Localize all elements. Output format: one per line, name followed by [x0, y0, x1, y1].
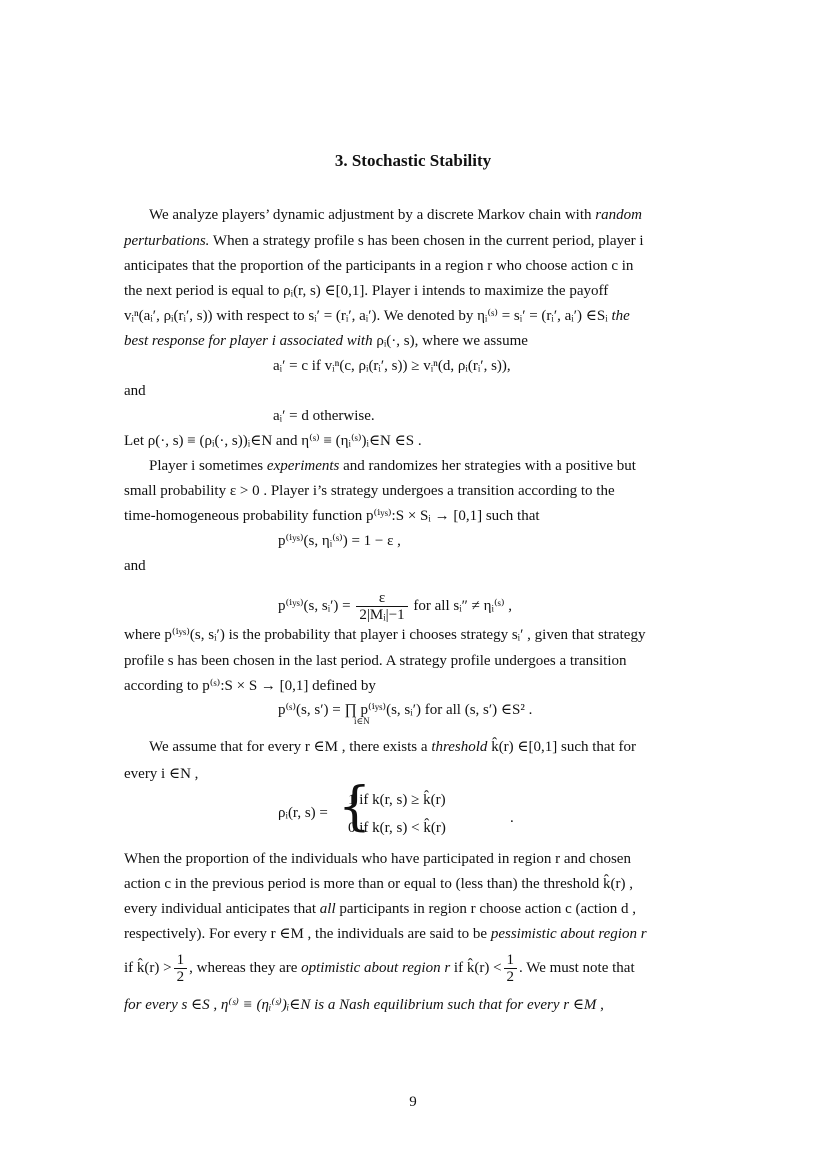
text: participants in region r choose action c (action d , — [335, 901, 636, 917]
p2-line6: according to p⁽ˢ⁾:S × S → [0,1] defined by — [124, 678, 376, 694]
section-title: 3. Stochastic Stability — [334, 151, 492, 170]
text: every individual anticipates that — [124, 901, 320, 917]
p1-line1 — [149, 205, 642, 225]
p1-and: and — [124, 383, 146, 399]
brace: { — [338, 777, 372, 837]
text: and randomizes her strategies with a positive but — [339, 458, 636, 474]
text: We assume that for every r ∈M , there exists a — [149, 739, 432, 755]
equation-rho-case1: 1 if k(r, s) ≥ k̂(r) — [348, 792, 446, 808]
text: . We must note that — [519, 960, 635, 976]
text: , whereas they are — [189, 960, 302, 976]
p2-line2: small probability ε > 0 . Player i’s strategy undergoes a transition according to the — [124, 483, 615, 499]
p3-line2: every i ∈N , — [124, 766, 199, 782]
equation-transition-best: p⁽ⁱʸˢ⁾(s, ηᵢ⁽ˢ⁾) = 1 − ε , — [278, 533, 401, 549]
text: if k̂(r) < — [450, 960, 502, 976]
text-italic: all — [319, 901, 336, 917]
p3-line1 — [149, 737, 636, 757]
product-subscript: i∈N — [354, 716, 370, 726]
p3-line7 — [124, 950, 635, 986]
fraction-denominator: 2 — [506, 969, 515, 986]
text: We analyze players’ dynamic adjustment by a discrete Markov chain with — [149, 207, 596, 223]
text: When a strategy profile s has been chosen in the current period, player i — [209, 233, 644, 249]
text: Player i sometimes — [149, 458, 267, 474]
p2-line3: time-homogeneous probability function p⁽ⁱʸˢ⁾:S × Sᵢ → [0,1] such that — [124, 508, 540, 524]
equation-rho-lhs: ρᵢ(r, s) = — [278, 805, 328, 821]
equation-best-response: aᵢ′ = c if vᵢⁿ(c, ρᵢ(rᵢ′, s)) ≥ vᵢⁿ(d, ρᵢ(rᵢ′, s)), — [273, 358, 511, 374]
text: if k̂(r) > — [124, 960, 172, 976]
text-italic: best response for player i associated with — [124, 333, 373, 349]
fraction-half-1 — [174, 952, 188, 985]
p3-line3: When the proportion of the individuals who have participated in region r and chosen — [124, 851, 631, 867]
p1-line6 — [124, 331, 528, 351]
equation-rho-case2: 0 if k(r, s) < k̂(r) — [348, 820, 446, 836]
text: vᵢⁿ(aᵢ′, ρᵢ(rᵢ′, s)) with respect to sᵢ′ = (rᵢ′, aᵢ′). We denoted by ηᵢ⁽ˢ⁾ = sᵢ′ = (rᵢ′, aᵢ′) ∈Sᵢ — [124, 308, 612, 324]
p2-line5: profile s has been chosen in the last period. A strategy profile undergoes a transition — [124, 653, 627, 669]
fraction-numerator: 1 — [174, 952, 188, 969]
p1-line5 — [124, 306, 630, 326]
text: ρᵢ(·, s), where we assume — [372, 333, 528, 349]
fraction-half-2 — [504, 952, 518, 985]
fraction-numerator: 1 — [504, 952, 518, 969]
p2-line1 — [149, 456, 636, 476]
p2-line4: where p⁽ⁱʸˢ⁾(s, sᵢ′) is the probability that player i chooses strategy sᵢ′ , given that strategy — [124, 627, 646, 643]
equation-transition-other — [278, 588, 512, 624]
fraction-denominator: 2|Mᵢ|−1 — [359, 607, 405, 624]
p2-and: and — [124, 558, 146, 574]
text-italic: pessimistic about region r — [490, 926, 647, 942]
p3-line4: action c in the previous period is more than or equal to (less than) the threshold k̂(r) , — [124, 876, 634, 892]
text: p⁽ⁱʸˢ⁾(s, sᵢ′) = — [278, 598, 351, 614]
text-italic: the — [611, 308, 630, 324]
text-italic: optimistic about region r — [301, 960, 451, 976]
p3-line8: for every s ∈S , η⁽ˢ⁾ ≡ (ηᵢ⁽ˢ⁾)ᵢ∈N is a Nash equilibrium such that for every r ∈M , — [124, 997, 604, 1013]
p3-line5 — [124, 899, 636, 919]
p1-line4: the next period is equal to ρᵢ(r, s) ∈[0,1]. Player i intends to maximize the payoff — [124, 283, 609, 299]
fraction-numerator: ε — [356, 590, 407, 607]
fraction — [356, 590, 407, 623]
equation-rho-end: . — [510, 810, 514, 826]
equation-profile-transition: p⁽ˢ⁾(s, s′) = ∏ p⁽ⁱʸˢ⁾(s, sᵢ′) for all (s, s′) ∈S² . — [278, 702, 533, 718]
p3-line6 — [124, 924, 647, 944]
text-italic: experiments — [266, 458, 340, 474]
equation-otherwise: aᵢ′ = d otherwise. — [273, 408, 375, 424]
fraction-denominator: 2 — [176, 969, 185, 986]
text-italic: threshold — [431, 739, 488, 755]
text: respectively). For every r ∈M , the individuals are said to be — [124, 926, 491, 942]
p1-line2 — [124, 231, 644, 251]
p1-let: Let ρ(·, s) ≡ (ρᵢ(·, s))ᵢ∈N and η⁽ˢ⁾ ≡ (ηᵢ⁽ˢ⁾)ᵢ∈N ∈S . — [124, 433, 422, 449]
text-italic: perturbations. — [124, 233, 210, 249]
text: for all sᵢ″ ≠ ηᵢ⁽ˢ⁾ , — [409, 598, 513, 614]
text-italic: random — [595, 207, 642, 223]
text: k̂(r) ∈[0,1] such that for — [487, 739, 636, 755]
page-number: 9 — [409, 1094, 417, 1110]
p1-line3: anticipates that the proportion of the participants in a region r who choose action c in — [124, 258, 634, 274]
